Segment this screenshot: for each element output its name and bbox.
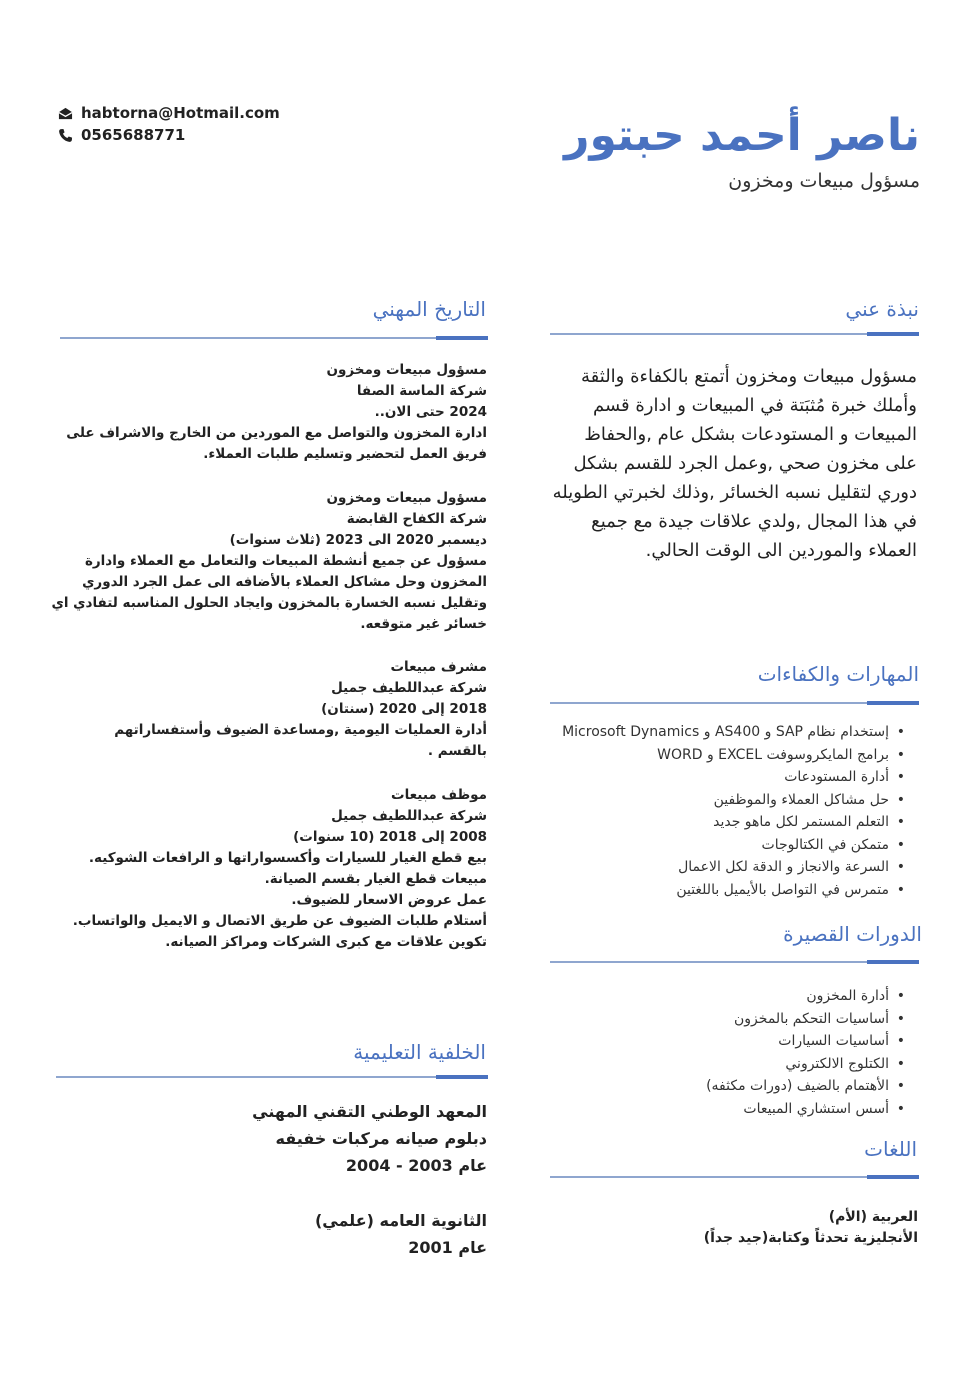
courses-divider <box>550 961 919 963</box>
job-description: مسؤول عن جميع أنشطة المبيعات والتعامل مع العملاء وادارة <box>84 553 487 569</box>
job-title-line: مسؤول مبيعات ومخزون <box>326 362 487 378</box>
education-entry <box>315 1207 487 1261</box>
list-item: • أسس استشاري المبيعات <box>706 1098 889 1121</box>
institution-name: المعهد الوطني التقني المهني <box>252 1102 487 1121</box>
list-item: • متمكن في الكتالوجات <box>562 834 889 857</box>
job-dates: 2024 حتى الان.. <box>374 404 487 420</box>
job-dates: 2018 إلى 2020 (سنتان) <box>321 701 487 717</box>
education-dates: عام 2001 <box>408 1238 487 1257</box>
career-heading: التاريخ المهني <box>372 297 486 321</box>
phone-row <box>58 124 280 146</box>
phone-icon <box>58 128 73 143</box>
person-name: ناصر أحمد حبتور <box>564 110 920 161</box>
list-item: • إستخدام نظام SAP و AS400 و Microsoft Dynamics <box>562 721 889 744</box>
list-item: • حل مشاكل العملاء والموظفين <box>562 789 889 812</box>
job-description: فريق العمل لتحضير وتسليم طلبات العملاء. <box>203 446 487 462</box>
languages-heading: اللغات <box>864 1137 917 1161</box>
language-item: الأنجليزية تحدثاً وكتابة(جيد جداً) <box>703 1230 918 1246</box>
job-description: تكوين علاقات مع كبرى الشركات ومراكز الصيانه. <box>165 934 487 950</box>
education-divider <box>56 1076 488 1078</box>
job-description: أستلام طلبات الضيوف عن طريق الاتصال و الايميل والواتساب. <box>72 913 487 929</box>
list-item: • الكتلوج الالكتروني <box>706 1053 889 1076</box>
job-description: بيع قطع الغيار للسيارات وأكسسواراتها و الرافعات الشوكيه. <box>88 850 487 866</box>
job-company: شركة عبداللطيف جميل <box>331 808 487 824</box>
phone-text: 0565688771 <box>81 126 186 144</box>
skills-divider <box>550 702 919 704</box>
email-text: habtorna@Hotmail.com <box>81 104 280 122</box>
job-title: مسؤول مبيعات ومخزون <box>728 170 920 192</box>
envelope-icon <box>58 106 73 121</box>
list-item: • أساسيات التحكم بالمخزون <box>706 1008 889 1031</box>
career-divider <box>60 337 488 339</box>
job-dates: ديسمبر 2020 الى 2023 (ثلاث سنوات) <box>229 532 487 548</box>
courses-list <box>706 985 907 1120</box>
job-entry <box>73 785 487 953</box>
job-company: شركة الكفاح القابضة <box>346 511 487 527</box>
degree: دبلوم صيانه مركبات خفيفه <box>275 1129 487 1148</box>
about-text: مسؤول مبيعات ومخزون أتمتع بالكفاءة والثقة وأملك خبرة مُثبَتة في المبيعات و ادارة قسم المبيعات و المستودعات بشكل عام ,والحفاظ على مخزون صحي ,وعمل الجرد للقسم بشكل دوري لتقليل نسبه الخسائر ,وذلك لخبرتي الطويله في هذا المجال ,ولدي علاقات جيدة مع جميع العملاء والموردين الى الوقت الحالي. <box>552 366 917 561</box>
list-item: • أدارة المستودعات <box>562 766 889 789</box>
job-title-line: مسؤول مبيعات ومخزون <box>326 490 487 506</box>
job-description: عمل عروض الاسعار للضيوف. <box>291 892 487 908</box>
job-description: بالقسم . <box>427 743 487 759</box>
job-title-line: موظف مبيعات <box>391 787 487 803</box>
job-entry <box>51 488 487 635</box>
education-heading: الخلفية التعليمية <box>353 1040 486 1064</box>
skills-list <box>562 721 907 901</box>
list-item: • السرعة والانجاز و الدقة لكل الاعمال <box>562 856 889 879</box>
languages-list <box>704 1207 918 1249</box>
courses-heading: الدورات القصيرة <box>783 922 922 946</box>
list-item: • برامج المايكروسوفت EXCEL و WORD <box>562 744 889 767</box>
contact-block <box>58 102 280 146</box>
job-description: وتقليل نسبه الخسارة بالمخزون وايجاد الحلول المناسبه لتفادي اي <box>51 595 487 611</box>
job-entry <box>66 360 487 465</box>
job-description: ادارة المخزون والتواصل مع الموردين من الخارج والاشراف على <box>66 425 487 441</box>
job-title-line: مشرف مبيعات <box>390 659 487 675</box>
email-row <box>58 102 280 124</box>
job-entry <box>114 657 487 762</box>
education-dates: عام 2003 - 2004 <box>345 1156 487 1175</box>
list-item: • أساسيات السيارات <box>706 1030 889 1053</box>
job-description: خسائر غير متوقعه. <box>360 616 487 632</box>
job-description: المخزون وحل مشاكل العملاء بالأضافه الى عمل الجرد الدوري <box>82 574 487 590</box>
list-item: • التعلم المستمر لكل ماهو جديد <box>562 811 889 834</box>
language-item: العربية (الأم) <box>828 1209 918 1225</box>
languages-divider <box>550 1176 919 1178</box>
job-description: أدارة العمليات اليومية ,ومساعدة الضيوف وأستفساراتهم <box>114 722 487 738</box>
about-divider <box>550 333 919 335</box>
about-heading: نبذة عني <box>845 297 919 321</box>
job-company: شركة الماسة الصفا <box>356 383 487 399</box>
education-entry <box>252 1098 487 1179</box>
list-item: • الأهتمام بالضيف (دورات مكثفه) <box>706 1075 889 1098</box>
job-dates: 2008 إلى 2018 (10 سنوات) <box>293 829 487 845</box>
list-item: • متمرس في التواصل بالأيميل باللغتين <box>562 879 889 902</box>
institution-name: الثانوية العامه (علمي) <box>314 1211 487 1230</box>
list-item: • أدارة المخزون <box>706 985 889 1008</box>
skills-heading: المهارات والكفاءات <box>757 662 919 686</box>
job-company: شركة عبداللطيف جميل <box>331 680 487 696</box>
job-description: مبيعات قطع الغيار بقسم الصيانة. <box>264 871 487 887</box>
